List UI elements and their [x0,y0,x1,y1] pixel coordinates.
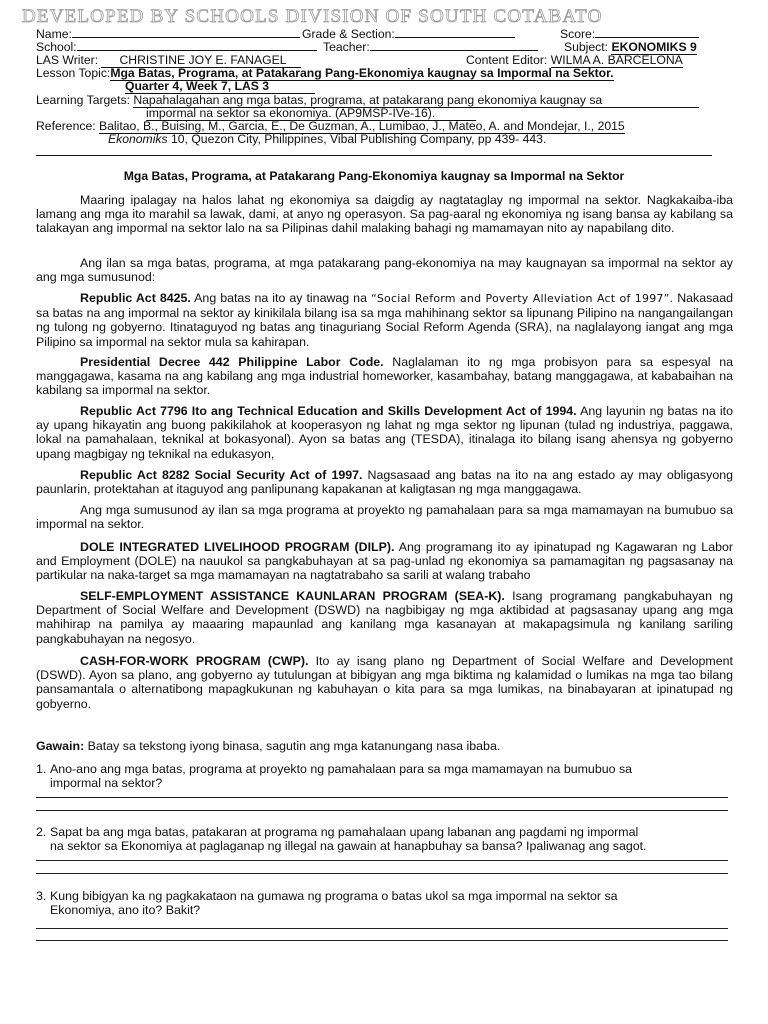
gawain-label: Gawain: [36,739,85,753]
paragraph-dilp [36,540,733,583]
seak-heading: SELF-EMPLOYMENT ASSISTANCE KAUNLARAN PROGRAM (SEA-K). [80,589,505,603]
las-writer-label: LAS Writer: [36,53,99,67]
pd442-heading: Presidential Decree 442 Philippine Labor Code. [80,355,384,369]
name-blank[interactable] [72,37,300,38]
question-3 [36,889,726,917]
paragraph-laws-intro-text: Ang ilan sa mga batas, programa, at mga patakarang pang-ekonomiya na may kaugnayan sa impormal na sektor ay ang mga sumusunod: [36,256,733,285]
answer-line[interactable] [36,810,728,811]
paragraph-ra8425 [36,291,733,349]
dilp-text: Ang programang ito ay ipinatupad ng Kagawaran ng Labor and Employment (DOLE) na nauukol sa pangkabuhayan at sa pag-unlad ng ekonomiya sa pamamagitan ng pagsasanay na partikular na naka-target sa mga mamamayan na nagtatrabaho sa sarili at walang trabaho [36,540,733,583]
ra8425-heading: Republic Act 8425. [80,291,191,305]
score-blank[interactable] [595,37,699,38]
paragraph-programs-intro-text: Ang mga sumusunod ay ilan sa mga programa at proyekto ng pamahalaan para sa mga mamamayan na bumubuo sa impormal na sektor. [36,503,733,532]
reference-label: Reference: [36,119,96,133]
paragraph-ra7796 [36,404,733,461]
lesson-topic-row [36,67,614,81]
paragraph-cwp [36,654,733,711]
reference-row2 [108,133,546,146]
answer-line[interactable] [36,873,728,874]
paragraph-seak [36,589,733,646]
ra7796-heading: Republic Act 7796 Ito ang Technical Education and Skills Development Act of 1994. [80,404,577,418]
answer-line[interactable] [36,860,728,861]
question-number: 2. [36,825,47,839]
teacher-blank[interactable] [370,50,538,51]
gawain-instruction [36,739,726,753]
seak-text: Isang programang pangkabuhayan ng Department of Social Welfare and Development (DSWD) na nagbibigay ng mga aktibidad at pagsasanay upang ang mga mahihirap na pamilya ay maaaring mapaunlad ang kanilang mga kasanayan at makapagsimula ng kanilang sariling pangkabuhayan na negosyo. [36,589,734,646]
question-text-line1: Sapat ba ang mga batas, patakaran at programa ng pamahalaan upang labanan ang pagdami ng impormal [50,825,639,839]
header-divider [36,155,712,156]
school-blank[interactable] [77,50,317,51]
paragraph-pd442 [36,355,733,398]
document-title: Mga Batas, Programa, at Patakarang Pang-Ekonomiya kaugnay sa Impormal na Sektor [123,169,625,183]
question-text-line1: Kung bibigyan ka ng pagkakataon na gumawa ng programa o batas ukol sa mga impormal na sektor sa [50,889,618,903]
question-number: 1. [36,762,47,776]
question-2 [36,825,726,853]
gawain-instruction-text: Batay sa tekstong iyong binasa, sagutin ang mga katanungang nasa ibaba. [84,739,501,753]
paragraph-ra8282 [36,468,733,496]
answer-line[interactable] [36,928,728,929]
lesson-quarter-row [125,80,315,94]
grade-label: Grade & Section: [302,27,395,41]
subject-value: EKONOMIKS 9 [611,40,697,54]
answer-line[interactable] [36,940,728,941]
learning-targets-line2: impormal na sektor sa ekonomiya. (AP9MSP-IVe-16). [146,107,476,121]
reference-line2: 10, Quezon City, Philippines, Vibal Publishing Company, pp 439- 443. [167,132,547,146]
lesson-quarter: Quarter 4, Week 7, LAS 3 [125,80,315,94]
content-editor-label: Content Editor: [466,53,548,67]
lesson-topic-label: Lesson Topic: [36,66,111,80]
question-1 [36,762,726,790]
ra8425-mid: Ang batas na ito ay tinawag na [190,291,371,305]
dilp-heading: DOLE INTEGRATED LIVELIHOOD PROGRAM (DILP). [80,540,395,554]
score-label: Score: [560,27,596,41]
school-label: School: [36,40,77,54]
paragraph-intro-text: Maaring ipalagay na halos lahat ng ekonomiya sa daigdig ay nagtataglay ng impormal na sektor. Nagkakaiba-iba lamang ang mga ito marahil sa lawak, dami, at anyo ng operasyon. Sa pag-aaral ng ekonomiya ng isang bansa ay kabilang sa talakayan ang impormal na sektor lalo na sa Pilipinas dahil malaking bahagi ng mamamayan nito ay napabilang dito. [36,193,733,236]
answer-line[interactable] [36,797,728,798]
subject-label: Subject: [564,40,609,54]
ra8425-quote: “Social Reform and Poverty Alleviation Act of 1997”. [370,292,674,305]
las-writer-value: CHRISTINE JOY E. FANAGEL [101,54,301,68]
lesson-topic-value: Mga Batas, Programa, at Patakarang Pang-Ekonomiya kaugnay sa Impormal na Sektor. [110,66,614,80]
ra8425-text: Nakasaad sa batas na ang impormal na sektor ay kinikilala bilang isa sa mga mahihinang sektor sa lipunang Pilipino na nangangailangan ng tulong ng gobyerno. Itinataguyod ng batas ang tinaguriang Social Reform Agenda (SRA), na naglalayong iangat ang mga Pilipino sa impormal na sektor mula sa kahirapan. [36,291,733,349]
grade-blank[interactable] [395,37,515,38]
ra8282-text: Nagsasaad ang batas na ito na ang estado ay may obligasyong paunlarin, protektahan at itaguyod ang panlipunang kapakanan at kaligtasan ng mga manggagawa. [36,468,733,497]
reference-book: Ekonomiks [108,132,168,146]
content-editor-value: WILMA A. BARCELONA [550,53,683,67]
pd442-text: Naglalaman ito ng mga probisyon para sa espesyal na manggagawa, kasama na ang kabilang ang mga industrial homeworker, kasambahay, batang manggagawa, at kababaihan na kabilang sa impormal na sektor. [36,355,733,398]
question-text-line2: impormal na sektor? [50,776,163,790]
reference-line1: Balitao, B., Buising, M., Garcia, E., De Guzman, A., Lumibao, J., Mateo, A. and Mondejar, I., 2015 [99,119,625,133]
watermark: DEVELOPED BY SCHOOLS DIVISION OF SOUTH COTABATO [22,6,603,27]
ra7796-text: Ang layunin ng batas na ito ay upang hikayatin ang buong pakikilahok at kooperasyon ng lahat ng mga sektor ng lipunan (tulad ng industriya, paggawa, lokal na pamahalaan, teknikal at bokasyonal). Ayon sa batas ang (TESDA), itinalaga ito bilang isang ahensya ng gobyerno upang magbigay ng teknikal na edukasyon, [36,404,733,461]
name-label: Name: [36,27,72,41]
teacher-label: Teacher: [323,40,370,54]
paragraph-programs-intro [36,503,733,531]
question-number: 3. [36,889,47,903]
learning-targets-line1: Napahalagahan ang mga batas, programa, at patakarang pang ekonomiya kaugnay sa [133,94,699,108]
ra8282-heading: Republic Act 8282 Social Security Act of 1997. [80,468,363,482]
paragraph-intro [36,193,733,236]
question-text-line1: Ano-ano ang mga batas, programa at proyekto ng pamahalaan para sa mga mamamayan na bumubuo sa [50,762,633,776]
cwp-text: Ito ay isang plano ng Department of Social Welfare and Development (DSWD). Ayon sa plano, ang gobyerno ay tutulungan at bibigyan ang mga biktima ng kalamidad o lumikas na mga tao bilang pansamantala o alternatibong mapagkukunan ng kabuhayan o kita para sa mga lumikas, na binabayaran at ipinatupad ng gobyerno. [36,654,733,711]
question-text-line2: na sektor sa Ekonomiya at paglaganap ng illegal na gawain at hanapbuhay sa bansa? Ipaliwanag ang sagot. [50,839,647,853]
learning-targets-label: Learning Targets: [36,93,130,107]
question-text-line2: Ekonomiya, ano ito? Bakit? [50,903,201,917]
paragraph-laws-intro [36,256,733,284]
cwp-heading: CASH-FOR-WORK PROGRAM (CWP). [80,654,309,668]
